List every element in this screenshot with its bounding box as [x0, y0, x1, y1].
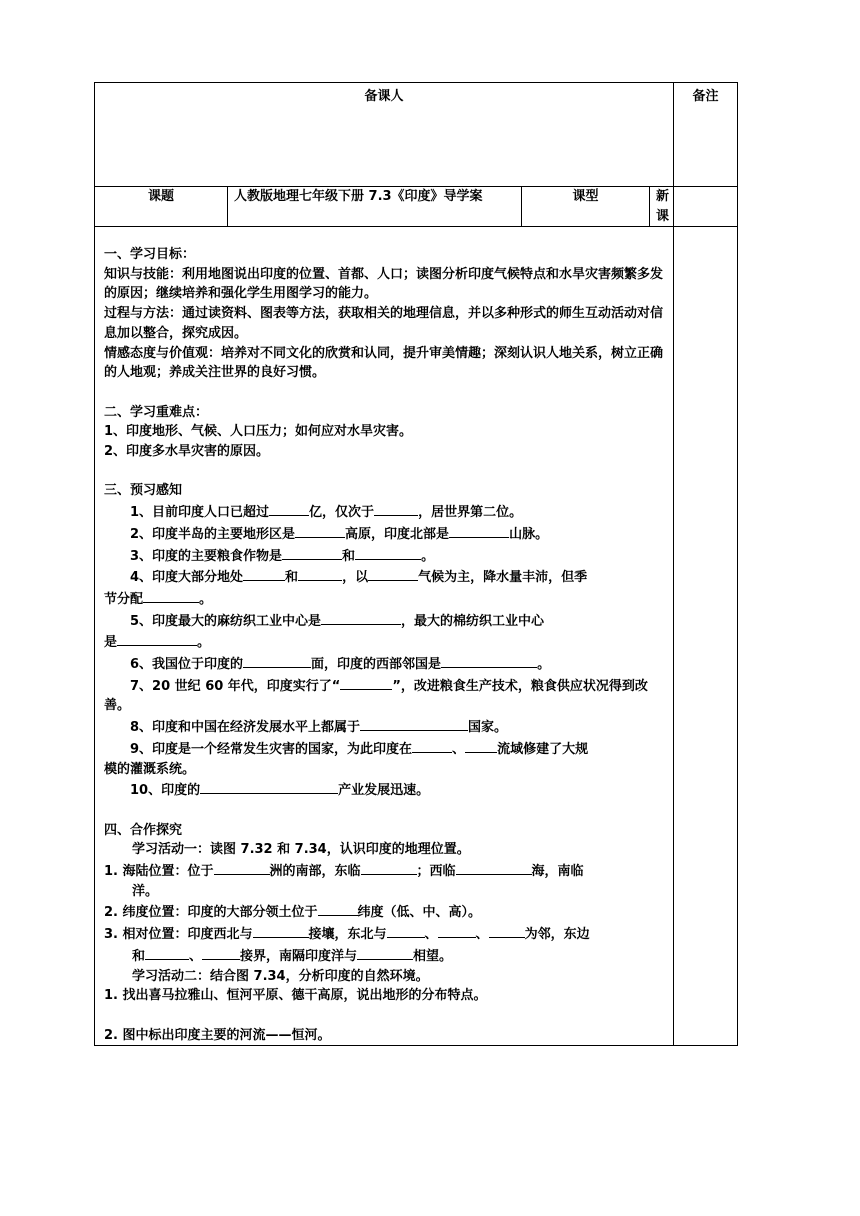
type-value: 新课: [656, 189, 670, 224]
objective-emotion: 情感态度与价值观：培养对不同文化的欣赏和认同，提升审美情趣；深刻认识人地关系，树立正确的人地观；养成关注世界的良好习惯。: [104, 345, 664, 381]
activity-1-item-1: 1. 海陆位置：位于 洲的南部，东临 ；西临 海，南临: [104, 860, 665, 882]
question-10: 10、印度的 产业发展迅速。: [104, 779, 665, 801]
question-4-cont: 节分配 。: [104, 588, 665, 610]
type-label-cell: [522, 187, 650, 227]
question-9-cont: 模的灌溉系统。: [104, 761, 196, 777]
type-value-cell: [650, 187, 674, 227]
type-label: 课型: [572, 189, 599, 204]
content-cell: [95, 227, 674, 1046]
key-point-1: 1、印度地形、气候、人口压力；如何应对水旱灾害。: [104, 424, 413, 440]
activity-2-title: 学习活动二：结合图 7.34，分析印度的自然环境。: [132, 968, 429, 984]
activity-1-item-3-cont: 和 、 接界，南隔印度洋与 相望。: [104, 945, 665, 967]
activity-1-item-3: 3. 相对位置：印度西北与 接壤，东北与 、 、 为邻，东边: [104, 923, 665, 945]
activity-1-title: 学习活动一：读图 7.32 和 7.34，认识印度的地理位置。: [132, 842, 470, 858]
section3-title: 三、预习感知: [104, 483, 183, 499]
preparer-header-cell: [95, 83, 674, 187]
question-2: 2、印度半岛的主要地形区是 高原，印度北部是 山脉。: [104, 523, 665, 545]
question-6: 6、我国位于印度的 面，印度的西部邻国是 。: [104, 653, 665, 675]
activity-2-item-1: 1. 找出喜马拉雅山、恒河平原、德干高原，说出地形的分布特点。: [104, 988, 487, 1004]
notes-label: 备注: [692, 89, 719, 104]
section1-title: 一、学习目标：: [104, 247, 196, 262]
question-1: 1、目前印度人口已超过 亿，仅次于 ，居世界第二位。: [104, 501, 665, 523]
question-5-cont: 是 。: [104, 631, 665, 653]
question-8: 8、印度和中国在经济发展水平上都属于 国家。: [104, 716, 665, 738]
section4-title: 四、合作探究: [104, 822, 183, 838]
preparer-label: 备课人: [364, 89, 404, 104]
lesson-plan-table: [94, 82, 738, 1046]
question-9: 9、印度是一个经常发生灾害的国家，为此印度在 、 流域修建了大规: [104, 738, 665, 760]
key-point-2: 2、印度多水旱灾害的原因。: [104, 444, 270, 460]
topic-label: 课题: [147, 189, 174, 204]
topic-label-cell: [95, 187, 228, 227]
question-4: 4、印度大部分地处 和 ，以 气候为主，降水量丰沛，但季: [104, 566, 665, 588]
objective-process: 过程与方法：通过读资料、图表等方法，获取相关的地理信息，并以多种形式的师生互动活动对信息加以整合，探究成因。: [104, 306, 664, 341]
activity-2-item-2: 2. 图中标出印度主要的河流——恒河。: [104, 1027, 331, 1043]
notes-header-cell: [674, 83, 738, 187]
objective-knowledge: 知识与技能：利用地图说出印度的位置、首都、人口；读图分析印度气候特点和水旱灾害频繁多发的原因；继续培养和强化学生用图学习的能力。: [104, 266, 664, 302]
question-3: 3、印度的主要粮食作物是 和 。: [104, 545, 665, 567]
topic-value-cell: [228, 187, 522, 227]
question-5: 5、印度最大的麻纺织工业中心是 ，最大的棉纺织工业中心: [104, 610, 665, 632]
activity-1-item-1-cont: 洋。: [132, 883, 159, 899]
activity-1-item-2: 2. 纬度位置：印度的大部分领土位于 纬度（低、中、高）。: [104, 901, 665, 923]
notes-content-cell: [674, 227, 738, 1046]
section2-title: 二、学习重难点：: [104, 404, 209, 420]
topic-value: 人教版地理七年级下册 7.3《印度》导学案: [234, 189, 483, 204]
question-7: 7、20 世纪 60 年代，印度实行了“ ”，改进粮食生产技术，粮食供应状况得到改善。: [104, 675, 665, 716]
notes-row2-cell: [674, 187, 738, 227]
